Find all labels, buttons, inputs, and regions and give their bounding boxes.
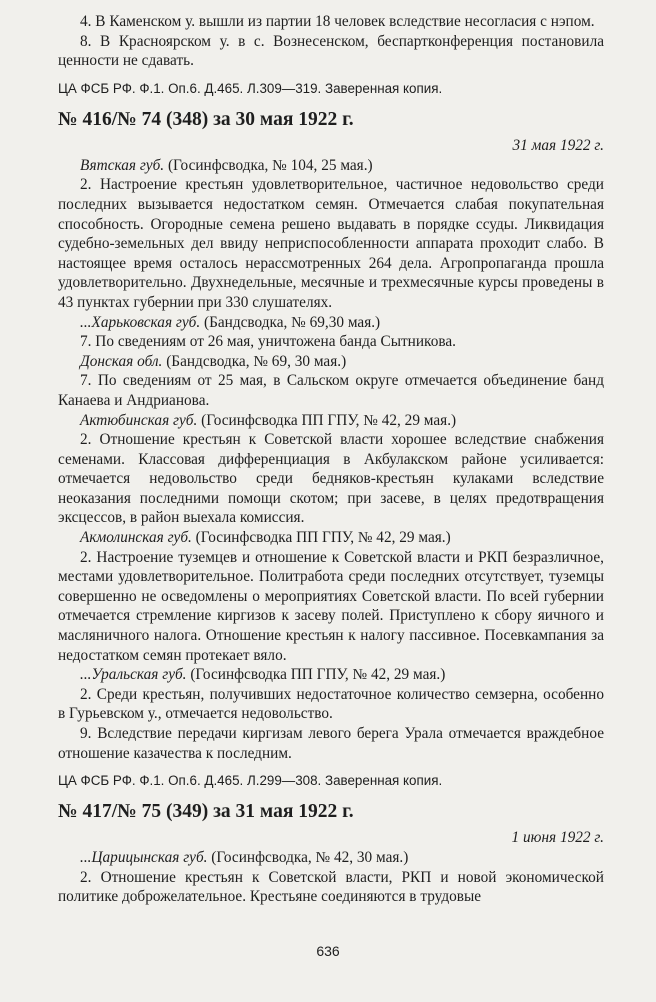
paragraph-kharkov: 7. По сведениям от 26 мая, уничтожена банда Сытникова. [80, 333, 456, 351]
region-tsaritsyn: ...Царицынская губ. [80, 849, 208, 867]
paragraph-akmolinsk: 2. Настроение туземцев и отношение к Советской власти и РКП безразличное, местами удовлетворительное. Политработа среди последних отсутствует, туземцы совершенно не осведомлены о мероприятиях Советской власти. По всей губернии отмечается стремление киргизов к засеву полей. Приступлено к сбору яичного и масляничного налога. Отношение крестьян к налогу пассивное. Посевкампания за недостатком семян протекает вяло. [58, 548, 604, 664]
region-vyatka: Вятская губ. [80, 156, 165, 174]
paragraph-ural-2: 2. Среди крестьян, получивших недостаточное количество семзерна, особенно в Гурьевском у., отмечается недовольство. [58, 685, 604, 723]
source-ref-akmolinsk: (Госинфсводка ПП ГПУ, № 42, 29 мая.) [191, 529, 451, 547]
paragraph-krasnoyarsk: 8. В Красноярском у. в с. Вознесенском, беспартконференция постановила ценности не сдавать. [58, 32, 604, 70]
document-date-417: 1 июня 1922 г. [511, 829, 604, 847]
archive-reference-2: ЦА ФСБ РФ. Ф.1. Оп.6. Д.465. Л.299—308. Заверенная копия. [58, 773, 443, 789]
region-aktyubinsk: Актюбинская губ. [80, 411, 198, 429]
paragraph-ural-9: 9. Вследствие передачи киргизам левого берега Урала отмечается враждебное отношение казачества к последним. [58, 725, 604, 762]
paragraph-don: 7. По сведениям от 25 мая, в Сальском округе отмечается объединение банд Канаева и Андрианова. [58, 372, 604, 409]
region-akmolinsk: Акмолинская губ. [80, 529, 192, 547]
archive-reference-1: ЦА ФСБ РФ. Ф.1. Оп.6. Д.465. Л.309—319. Заверенная копия. [58, 80, 443, 96]
source-akmolinsk [58, 528, 604, 548]
source-tsaritsyn [58, 848, 604, 868]
page-number: 636 [316, 943, 340, 959]
paragraph-aktyubinsk: 2. Отношение крестьян к Советской власти хорошее вследствие снабжения семенами. Классовая дифференциация в Акбулакском районе усиливается: отмечается недовольство среди бедняков-крестьян кулаками вследствие неоказания последними помощи скотом; при засеве, в целях предотвращения эксцессов, в район выехала комиссия. [58, 431, 604, 527]
paragraph-tsaritsyn: 2. Отношение крестьян к Советской власти, РКП и новой экономической политике доброжелательное. Крестьяне соединяются в трудовые [58, 868, 604, 906]
source-don [58, 352, 604, 372]
region-ural: ...Уральская губ. [80, 666, 187, 684]
region-don: Донская обл. [80, 352, 163, 370]
source-ref-vyatka: (Госинфсводка, № 104, 25 мая.) [164, 156, 373, 174]
source-aktyubinsk [58, 411, 604, 431]
source-ref-ural: (Госинфсводка ПП ГПУ, № 42, 29 мая.) [186, 666, 446, 684]
text-column [58, 12, 604, 907]
source-kharkov [58, 313, 604, 333]
document-heading-417: № 417/№ 75 (349) за 31 мая 1922 г. [58, 801, 354, 823]
document-heading-416: № 416/№ 74 (348) за 30 мая 1922 г. [58, 108, 354, 130]
source-ref-tsaritsyn: (Госинфсводка, № 42, 30 мая.) [207, 849, 409, 867]
source-vyatka [58, 156, 604, 176]
paragraph-vyatka: 2. Настроение крестьян удовлетворительное, частичное недовольство среди последних вызывается недостатком семян. Отмечается слабая покупательная способность. Огородные семена решено выдавать в порядке ссуды. Ликвидация судебно-земельных дел ввиду неприспособленности аппарата проходит слабо. В настоящее время осталось нерассмотренных 264 дела. Агропропаганда прошла удовлетворительно. Двухнедельные, месячные и трехмесячные курсы проведены в 43 пунктах губернии при 330 слушателях. [58, 176, 604, 311]
paragraph-kamensk: 4. В Каменском у. вышли из партии 18 человек вследствие несогласия с нэпом. [80, 13, 595, 30]
document-date-416: 31 мая 1922 г. [512, 136, 604, 154]
source-ref-don: (Бандсводка, № 69, 30 мая.) [162, 352, 347, 370]
source-ref-kharkov: (Бандсводка, № 69,30 мая.) [200, 313, 381, 331]
region-kharkov: ...Харьковская губ. [80, 313, 201, 331]
source-ural [58, 665, 604, 685]
source-ref-aktyubinsk: (Госинфсводка ПП ГПУ, № 42, 29 мая.) [197, 411, 457, 429]
